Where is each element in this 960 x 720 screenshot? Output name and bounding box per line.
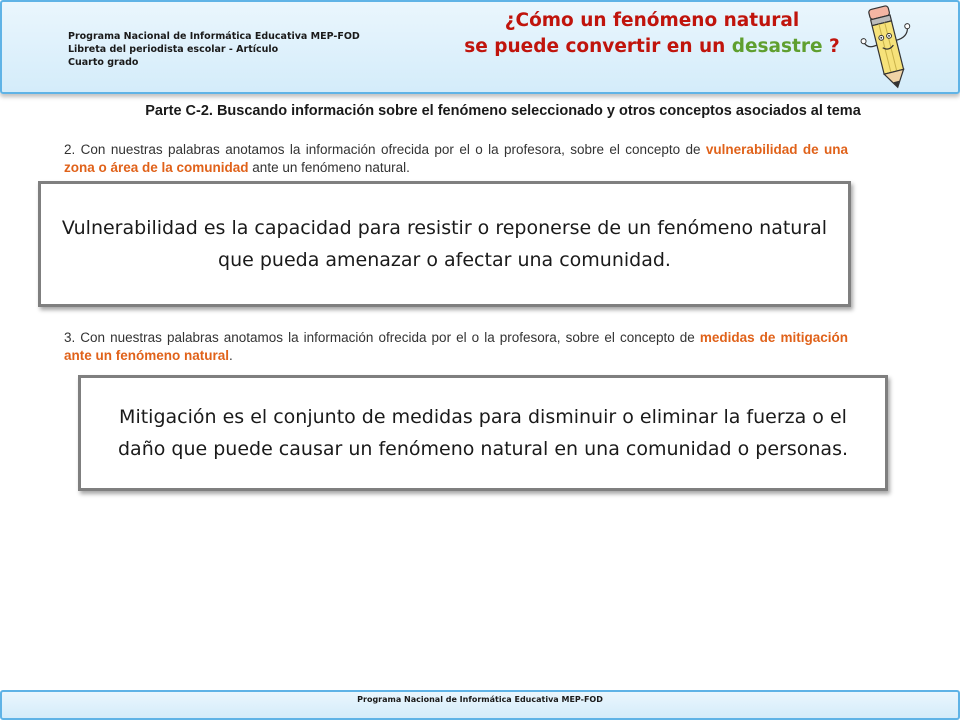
- program-info: [68, 30, 360, 69]
- question-3-intro: 3. Con nuestras palabras anotamos la información ofrecida por el o la profesora, sobre el concepto de: [64, 330, 700, 345]
- footer-text: Programa Nacional de Informática Educativa MEP-FOD: [357, 695, 603, 704]
- page-title: [447, 8, 857, 60]
- title-highlight: desastre: [731, 36, 823, 57]
- mitigation-answer-box: Mitigación es el conjunto de medidas para disminuir o eliminar la fuerza o el daño que puede causar un fenómeno natural en una comunidad o personas.: [78, 375, 888, 491]
- section-title: Parte C-2. Buscando información sobre el fenómeno seleccionado y otros conceptos asociados al tema: [145, 103, 861, 119]
- title-line-2: [447, 34, 857, 60]
- pencil-character-icon: [858, 2, 922, 94]
- question-2-suffix: ante un fenómeno natural.: [248, 160, 410, 175]
- question-3-emphasis: medidas de mitigación ante un fenómeno natural: [64, 330, 848, 363]
- question-3-text: [64, 329, 848, 365]
- question-2-text: [64, 141, 848, 177]
- program-name: Programa Nacional de Informática Educativa MEP-FOD: [68, 31, 360, 42]
- title-suffix: ?: [822, 36, 840, 57]
- header-band: [0, 0, 960, 94]
- vulnerability-answer-box: Vulnerabilidad es la capacidad para resistir o reponerse de un fenómeno natural que pueda amenazar o afectar una comunidad.: [38, 181, 851, 307]
- question-2-emphasis: vulnerabilidad de una zona o área de la comunidad: [64, 142, 849, 175]
- notebook-name: Libreta del periodista escolar - Artículo: [68, 44, 279, 55]
- title-prefix: se puede convertir en un: [464, 36, 732, 57]
- grade-level: Cuarto grado: [68, 57, 139, 68]
- title-line-1: ¿Cómo un fenómeno natural: [504, 10, 800, 31]
- question-2-intro: 2. Con nuestras palabras anotamos la información ofrecida por el o la profesora, sobre el concepto de: [64, 142, 706, 157]
- footer-band: [0, 690, 960, 720]
- question-3-suffix: .: [229, 348, 233, 363]
